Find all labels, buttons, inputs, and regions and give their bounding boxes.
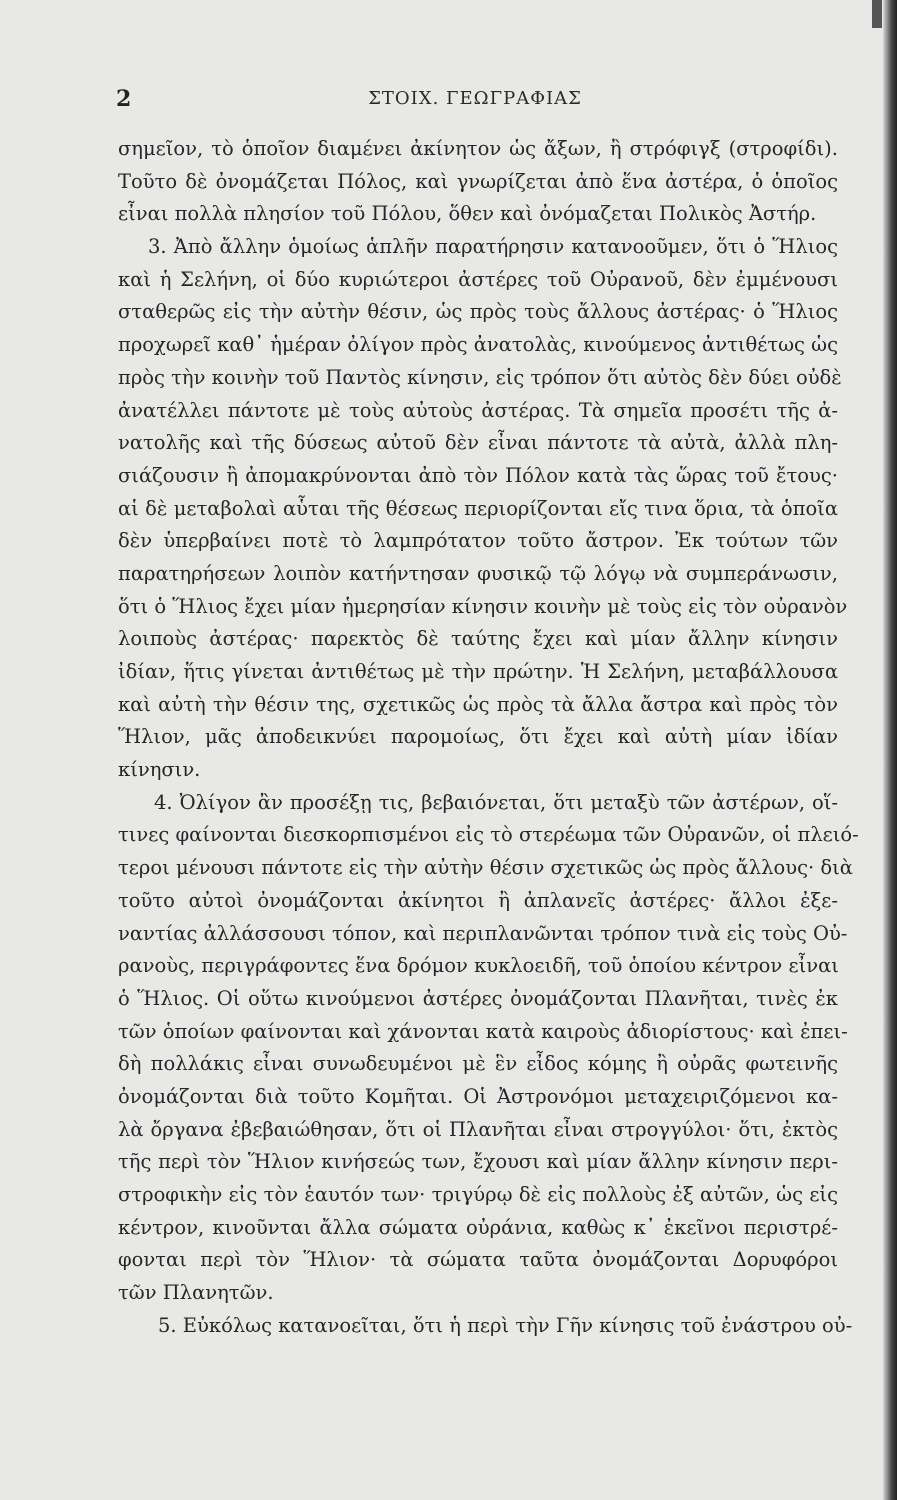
running-head: ΣΤΟΙΧ. ΓΕΩΓΡΑΦΙΑΣ <box>368 88 582 109</box>
text-line: ναντίας ἀλλάσσουσι τόπον, καὶ περιπλανῶνται τρόπον τινὰ εἰς τοὺς Οὐ- <box>118 921 848 945</box>
text-line: εἶναι πολλὰ πλησίον τοῦ Πόλου, ὅθεν καὶ ὀνόμαζεται Πολικὸς Ἀστήρ. <box>118 202 817 226</box>
text-line: σιάζουσιν ἢ ἀπομακρύνονται ἀπὸ τὸν Πόλον κατὰ τὰς ὥρας τοῦ ἔτους· <box>118 463 838 487</box>
text-line: Τοῦτο δὲ ὀνομάζεται Πόλος, καὶ γνωρίζεται ἀπὸ ἕνα ἀστέρα, ὁ ὁποῖος <box>118 169 838 193</box>
page-number: 2 <box>116 86 132 112</box>
text-line: κέντρον, κινοῦνται ἄλλα σώματα οὐράνια, καθὼς κ᾽ ἐκεῖνοι περιστρέ- <box>118 1215 838 1239</box>
text-line: ὀνομάζονται διὰ τοῦτο Κομῆται. Οἱ Ἀστρονόμοι μεταχειριζόμενοι κα- <box>118 1084 838 1108</box>
text-line: τῆς περὶ τὸν Ἥλιον κινήσεώς των, ἔχουσι καὶ μίαν ἄλλην κίνησιν περι- <box>118 1150 838 1174</box>
text-line: ὁ Ἥλιος. Οἱ οὕτω κινούμενοι ἀστέρες ὀνομάζονται Πλανῆται, τινὲς ἐκ <box>118 986 838 1010</box>
text-line: 5. Εὐκόλως κατανοεῖται, ὅτι ἡ περὶ τὴν Γῆν κίνησις τοῦ ἐνάστρου οὐ- <box>158 1313 853 1337</box>
text-line: δὲν ὑπερβαίνει ποτὲ τὸ λαμπρότατον τοῦτο ἄστρον. Ἐκ τούτων τῶν <box>118 529 838 553</box>
text-line: ἀνατέλλει πάντοτε μὲ τοὺς αὐτοὺς ἀστέρας. Τὰ σημεῖα προσέτι τῆς ἀ- <box>118 398 838 422</box>
text-line: τῶν ὁποίων φαίνονται καὶ χάνονται κατὰ καιροὺς ἀδιορίστους· καὶ ἐπει- <box>118 1019 848 1043</box>
page-corner-mark <box>872 0 882 28</box>
text-line: ὅτι ὁ Ἥλιος ἔχει μίαν ἡμερησίαν κίνησιν κοινὴν μὲ τοὺς εἰς τὸν οὐρανὸν <box>118 594 848 618</box>
text-line: λὰ ὄργανα ἐβεβαιώθησαν, ὅτι οἱ Πλανῆται εἶναι στρογγύλοι· ὅτι, ἐκτὸς <box>118 1117 838 1141</box>
text-line: στροφικὴν εἰς τὸν ἑαυτόν των· τριγύρῳ δὲ εἰς πολλοὺς ἐξ αὐτῶν, ὡς εἰς <box>118 1183 838 1206</box>
text-line: πρὸς τὴν κοινὴν τοῦ Παντὸς κίνησιν, εἰς τρόπον ὅτι αὐτὸς δὲν δύει οὐδὲ <box>118 365 842 389</box>
text-line: αἱ δὲ μεταβολαὶ αὗται τῆς θέσεως περιορίζονται εἴς τινα ὅρια, τὰ ὁποῖα <box>118 496 838 520</box>
text-line: τεροι μένουσι πάντοτε εἰς τὴν αὐτὴν θέσιν σχετικῶς ὡς πρὸς ἄλλους· διὰ <box>118 856 853 880</box>
text-line: 4. Ὀλίγον ἂν προσέξῃ τις, βεβαιόνεται, ὅτι μεταξὺ τῶν ἀστέρων, οἵ- <box>154 790 838 814</box>
text-line: καὶ ἡ Σελήνη, οἱ δύο κυριώτεροι ἀστέρες τοῦ Οὐρανοῦ, δὲν ἐμμένουσι <box>118 267 838 291</box>
text-line: ρανοὺς, περιγράφοντες ἕνα δρόμον κυκλοειδῆ, τοῦ ὁποίου κέντρον εἶναι <box>118 954 839 978</box>
text-line: σημεῖον, τὸ ὁποῖον διαμένει ἀκίνητον ὡς ἄξων, ἢ στρόφιγξ (στροφίδι). <box>118 137 838 160</box>
page-edge-shadow <box>883 0 897 1500</box>
text-line: ἰδίαν, ἥτις γίνεται ἀντιθέτως μὲ τὴν πρώτην. Ἡ Σελήνη, μεταβάλλουσα <box>118 660 838 683</box>
text-line: δὴ πολλάκις εἶναι συνωδευμένοι μὲ ἓν εἶδος κόμης ἢ οὐρᾶς φωτεινῆς <box>118 1052 838 1076</box>
text-line: 3. Ἀπὸ ἄλλην ὁμοίως ἁπλῆν παρατήρησιν κατανοοῦμεν, ὅτι ὁ Ἥλιος <box>148 235 838 259</box>
text-line: νατολῆς καὶ τῆς δύσεως αὐτοῦ δὲν εἶναι πάντοτε τὰ αὐτὰ, ἀλλὰ πλη- <box>118 431 838 455</box>
text-line: τοῦτο αὐτοὶ ὀνομάζονται ἀκίνητοι ἢ ἀπλανεῖς ἀστέρες· ἄλλοι ἐξε- <box>118 888 838 912</box>
text-line: λοιποὺς ἀστέρας· παρεκτὸς δὲ ταύτης ἔχει καὶ μίαν ἄλλην κίνησιν <box>118 627 838 651</box>
text-line: τῶν Πλανητῶν. <box>118 1281 274 1305</box>
text-line: Ἥλιον, μᾶς ἀποδεικνύει παρομοίως, ὅτι ἔχει καὶ αὐτὴ μίαν ἰδίαν <box>118 725 838 749</box>
text-line: προχωρεῖ καθ᾽ ἡμέραν ὀλίγον πρὸς ἀνατολὰς, κινούμενος ἀντιθέτως ὡς <box>118 333 838 357</box>
text-line: σταθερῶς εἰς τὴν αὐτὴν θέσιν, ὡς πρὸς τοὺς ἄλλους ἀστέρας· ὁ Ἥλιος <box>118 300 838 324</box>
text-line: παρατηρήσεων λοιπὸν κατήντησαν φυσικῷ τῷ λόγῳ νὰ συμπεράνωσιν, <box>118 561 838 585</box>
text-line: κίνησιν. <box>118 758 201 782</box>
text-line: καὶ αὐτὴ τὴν θέσιν της, σχετικῶς ὡς πρὸς τὰ ἄλλα ἄστρα καὶ πρὸς τὸν <box>118 692 838 716</box>
text-line: φονται περὶ τὸν Ἥλιον· τὰ σώματα ταῦτα ὀνομάζονται Δορυφόροι <box>118 1248 838 1272</box>
body-text <box>118 133 859 1342</box>
page-header <box>116 86 834 116</box>
text-line: τινες φαίνονται διεσκορπισμένοι εἰς τὸ στερέωμα τῶν Οὐρανῶν, οἱ πλειό- <box>118 823 859 847</box>
